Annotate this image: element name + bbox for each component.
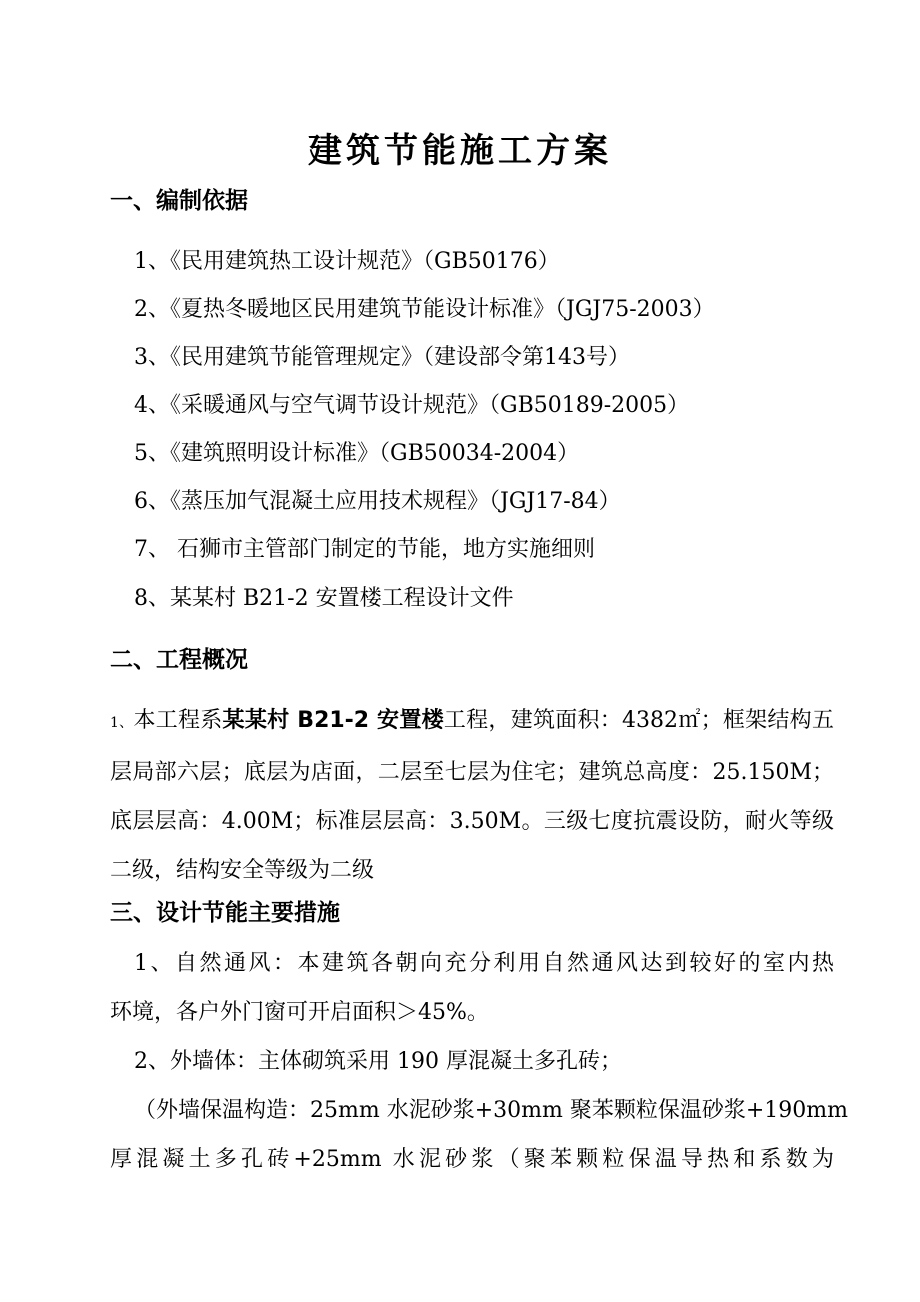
reference-item: 7、 石狮市主管部门制定的节能，地方实施细则 (134, 537, 595, 562)
natural-ventilation-paragraph (110, 939, 834, 1037)
measure-line: 1、自然通风：本建筑各朝向充分利用自然通风达到较好的室内热 (134, 951, 834, 976)
reference-item: 3、《民用建筑节能管理规定》（建设部令第143号） (134, 345, 630, 370)
document-title: 建筑节能施工方案 (308, 131, 612, 171)
measure-line: 环境，各户外门窗可开启面积＞45%。 (110, 1000, 489, 1025)
exterior-wall-paragraph (110, 1037, 849, 1184)
overview-line: 底层层高：4.00M；标准层层高：3.50M。三级七度抗震设防，耐火等级 (110, 809, 834, 834)
reference-item: 2、《夏热冬暖地区民用建筑节能设计标准》（JGJ75-2003） (134, 297, 715, 322)
overview-line: 二级，结构安全等级为二级 (110, 858, 375, 883)
overview-line: 层局部六层；底层为店面，二层至七层为住宅；建筑总高度：25.150M； (110, 760, 834, 785)
overview-line1-rest: 工程，建筑面积：4382㎡；框架结构五 (443, 708, 834, 733)
overview-prefix: 本工程系 (133, 708, 223, 733)
measure-line: 厚混凝土多孔砖+25mm 水泥砂浆（聚苯颗粒保温导热和系数为 (110, 1147, 834, 1172)
reference-item: 5、《建筑照明设计标准》（GB50034-2004） (134, 441, 580, 466)
overview-line (110, 696, 834, 748)
reference-item: 6、《蒸压加气混凝土应用技术规程》（JGJ17-84） (134, 489, 621, 514)
section-heading-measures: 三、设计节能主要措施 (110, 900, 340, 926)
project-overview-paragraph (110, 696, 834, 895)
section-heading-overview: 二、工程概况 (110, 647, 248, 673)
overview-number: 1、 (110, 715, 134, 731)
reference-item: 4、《采暖通风与空气调节设计规范》（GB50189-2005） (134, 393, 690, 418)
project-name: 某某村 B21-2 安置楼 (222, 708, 444, 733)
section-heading-basis: 一、编制依据 (110, 188, 248, 214)
reference-item: 8、某某村 B21-2 安置楼工程设计文件 (134, 586, 514, 611)
measure-line: （外墙保温构造：25mm 水泥砂浆+30mm 聚苯颗粒保温砂浆+190mm (134, 1098, 849, 1123)
measure-line: 2、外墙体：主体砌筑采用 190 厚混凝土多孔砖； (134, 1049, 622, 1074)
reference-item: 1、《民用建筑热工设计规范》（GB50176） (134, 249, 560, 274)
